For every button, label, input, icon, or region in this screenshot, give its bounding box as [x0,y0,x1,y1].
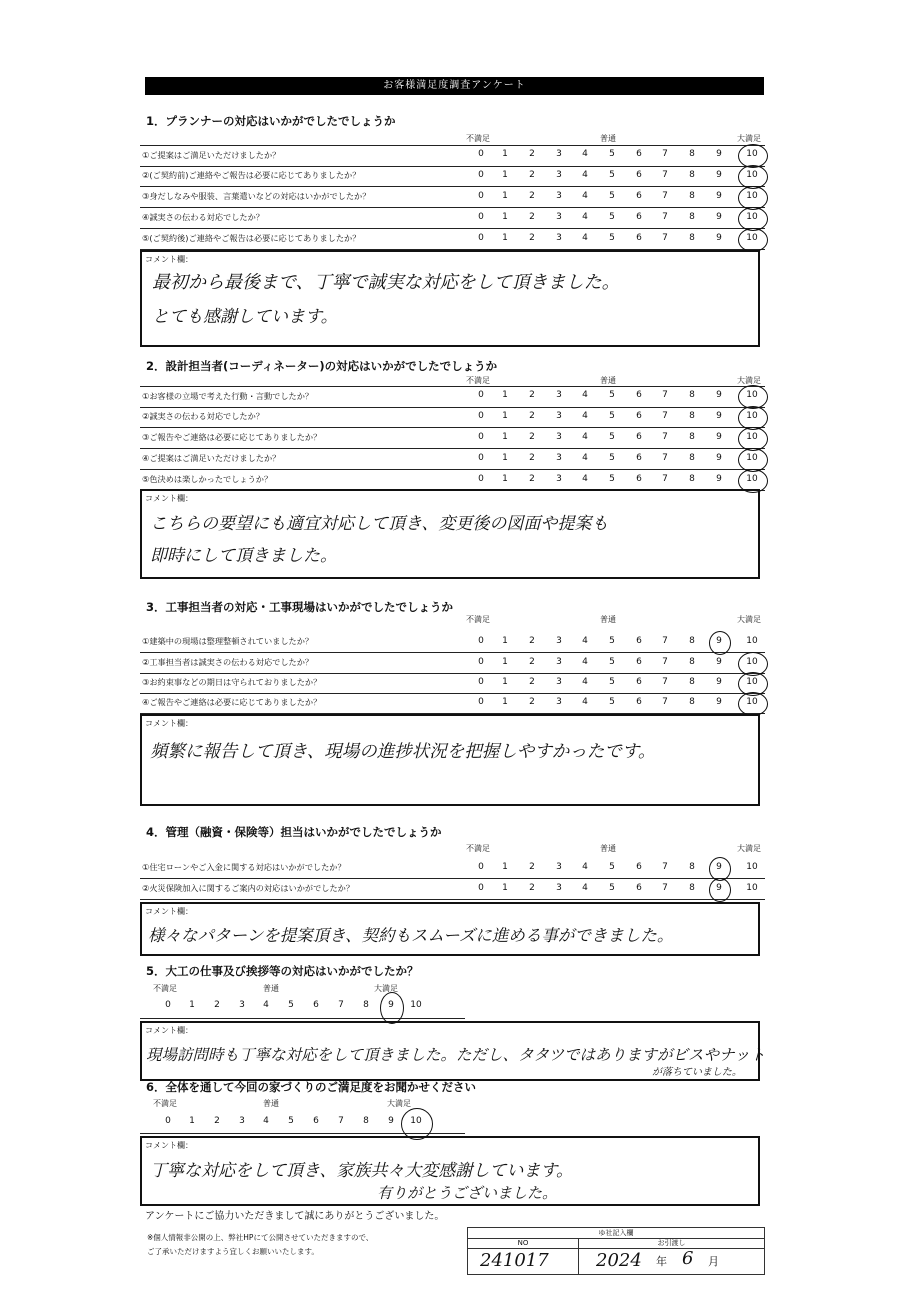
scale-number[interactable]: 3 [556,862,562,872]
scale-number[interactable]: 5 [609,453,615,463]
scale-number[interactable]: 1 [189,1000,195,1010]
scale-number[interactable]: 10 [746,883,758,893]
scale-number[interactable]: 4 [582,233,588,243]
question-text: ②(ご契約前)ご連絡やご報告は必要に応じてありましたか？ [142,170,361,180]
scale-number[interactable]: 2 [529,411,535,421]
scale-number[interactable]: 0 [478,212,484,222]
question-text: ②誠実さの伝わる対応でしたか？ [142,411,264,421]
scale-number[interactable]: 6 [636,411,642,421]
comment-label: コメント欄： [145,1141,193,1150]
scale-number[interactable]: 3 [556,657,562,667]
comment-label: コメント欄： [145,255,193,264]
scale-number[interactable]: 2 [529,453,535,463]
scale-number[interactable]: 4 [582,432,588,442]
scale-number[interactable]: 1 [502,233,508,243]
scale-number[interactable]: 7 [662,453,668,463]
scale-number[interactable]: 0 [478,390,484,400]
scale-number[interactable]: 1 [502,432,508,442]
scale-number[interactable]: 4 [582,883,588,893]
scale-number[interactable]: 0 [478,636,484,646]
scale-number[interactable]: 4 [582,390,588,400]
section-6-title: 6．全体を通して今回の家づくりのご満足度をお聞かせください [146,1080,476,1094]
scale-number[interactable]: 7 [338,1116,344,1126]
answer-circle [738,692,768,716]
section-5-title: 5．大工の仕事及び挨拶等の対応はいかがでしたか？ [146,964,419,978]
scale-number[interactable]: 3 [556,883,562,893]
scale-number[interactable]: 2 [529,233,535,243]
scale-high-label: 大満足 [737,134,761,143]
month-value[interactable]: 6 [682,1248,694,1269]
scale-low-label: 不満足 [466,844,490,853]
scale-number[interactable]: 9 [716,636,722,646]
scale-low-label: 不満足 [153,984,177,993]
scale-number[interactable]: 4 [582,697,588,707]
scale-number[interactable]: 1 [189,1116,195,1126]
scale-number[interactable]: 5 [609,432,615,442]
question-text: ①建築中の現場は整理整頓されていましたか？ [142,636,314,646]
scale-number[interactable]: 8 [363,1000,369,1010]
scale-number[interactable]: 1 [502,191,508,201]
scale-number[interactable]: 6 [636,390,642,400]
scale-number[interactable]: 5 [609,677,615,687]
scale-number[interactable]: 6 [636,170,642,180]
no-label: NO [468,1239,578,1249]
scale-number[interactable]: 8 [689,212,695,222]
scale-number[interactable]: 2 [529,170,535,180]
section-2-title: 2．設計担当者(コーディネーター)の対応はいかがでしたでしょうか [146,359,498,373]
question-text: ②火災保険加入に関するご案内の対応はいかがでしたか？ [142,883,355,893]
office-use-header: ゆ社記入欄 [468,1228,764,1239]
scale-number[interactable]: 6 [636,191,642,201]
scale-number[interactable]: 2 [529,474,535,484]
scale-number[interactable]: 0 [478,883,484,893]
scale-number[interactable]: 2 [529,191,535,201]
year-unit: 年 [656,1255,667,1268]
scale-number[interactable]: 4 [582,677,588,687]
scale-number[interactable]: 8 [689,677,695,687]
scale-number[interactable]: 7 [338,1000,344,1010]
scale-number[interactable]: 10 [746,636,758,646]
comment-box[interactable] [140,902,760,956]
scale-number[interactable]: 1 [502,170,508,180]
scale-number[interactable]: 1 [502,453,508,463]
scale-number[interactable]: 5 [609,411,615,421]
scale-number[interactable]: 6 [636,453,642,463]
comment-box[interactable] [140,1021,766,1081]
handwritten-comment: 現場訪問時も丁寧な対応をして頂きました。ただし、タタツではありますがビスやナット [146,1046,766,1064]
scale-number[interactable]: 10 [746,677,758,687]
scale-high-label: 大満足 [737,615,761,624]
scale-number[interactable]: 0 [478,432,484,442]
no-value[interactable]: 241017 [480,1250,549,1271]
scale-number[interactable]: 4 [582,453,588,463]
handwritten-comment: 様々なパターンを提案頂き、契約もスムーズに進める事ができました。 [148,926,674,945]
comment-box[interactable] [140,489,760,579]
scale-number[interactable]: 8 [689,149,695,159]
scale-number[interactable]: 10 [746,390,758,400]
scale-number[interactable]: 4 [582,170,588,180]
scale-number[interactable]: 7 [662,883,668,893]
scale-number[interactable]: 3 [239,1000,245,1010]
scale-number[interactable]: 3 [556,149,562,159]
scale-number[interactable]: 5 [609,149,615,159]
scale-number[interactable]: 2 [214,1116,220,1126]
scale-mid-label: 普通 [600,134,616,143]
scale-number[interactable]: 0 [478,657,484,667]
scale-number[interactable]: 4 [582,474,588,484]
answer-circle [709,878,731,902]
scale-number[interactable]: 9 [716,432,722,442]
scale-number[interactable]: 8 [689,191,695,201]
scale-number[interactable]: 10 [746,191,758,201]
scale-number[interactable]: 5 [609,170,615,180]
question-text: ①住宅ローンやご入金に関する対応はいかがでしたか？ [142,862,346,872]
handwritten-comment: 即時にして頂きました。 [150,546,337,566]
scale-number[interactable]: 10 [746,411,758,421]
answer-circle [738,469,768,493]
scale-underline [140,1018,465,1019]
scale-number[interactable]: 5 [288,1000,294,1010]
scale-number[interactable]: 8 [689,390,695,400]
scale-number[interactable]: 10 [410,1116,422,1126]
table-divider [578,1239,579,1274]
scale-number[interactable]: 9 [716,677,722,687]
scale-number[interactable]: 1 [502,862,508,872]
comment-label: コメント欄： [145,1026,193,1035]
scale-number[interactable]: 2 [214,1000,220,1010]
scale-number[interactable]: 3 [556,411,562,421]
comment-box[interactable] [140,714,760,806]
question-text: ①お客様の立場で考えた行動・言動でしたか？ [142,391,314,401]
scale-number[interactable]: 9 [716,453,722,463]
scale-mid-label: 普通 [600,844,616,853]
scale-high-label: 大満足 [737,844,761,853]
scale-number[interactable]: 10 [746,657,758,667]
scale-number[interactable]: 3 [556,432,562,442]
scale-number[interactable]: 4 [263,1000,269,1010]
month-unit: 月 [708,1255,719,1268]
thanks-text: アンケートにご協力いただきまして誠にありがとうございました。 [145,1211,445,1222]
scale-number[interactable]: 2 [529,390,535,400]
scale-number[interactable]: 10 [746,697,758,707]
scale-number[interactable]: 6 [636,862,642,872]
comment-box[interactable] [140,250,760,347]
question-text: ④ご報告やご連絡は必要に応じてありましたか？ [142,697,322,707]
scale-low-label: 不満足 [466,134,490,143]
scale-number[interactable]: 3 [556,233,562,243]
scale-number[interactable]: 0 [478,170,484,180]
scale-number[interactable]: 1 [502,697,508,707]
scale-number[interactable]: 6 [636,883,642,893]
scale-number[interactable]: 5 [288,1116,294,1126]
scale-number[interactable]: 5 [609,212,615,222]
scale-number[interactable]: 7 [662,233,668,243]
scale-mid-label: 普通 [263,984,279,993]
scale-number[interactable]: 7 [662,657,668,667]
scale-number[interactable]: 4 [582,636,588,646]
scale-number[interactable]: 8 [689,474,695,484]
scale-number[interactable]: 1 [502,883,508,893]
question-text: ①ご提案はご満足いただけましたか？ [142,150,281,160]
scale-number[interactable]: 7 [662,390,668,400]
scale-number[interactable]: 4 [263,1116,269,1126]
scale-number[interactable]: 5 [609,233,615,243]
scale-number[interactable]: 7 [662,149,668,159]
scale-number[interactable]: 9 [716,390,722,400]
scale-number[interactable]: 3 [556,697,562,707]
scale-number[interactable]: 9 [388,1116,394,1126]
scale-number[interactable]: 6 [636,212,642,222]
scale-number[interactable]: 7 [662,191,668,201]
scale-low-label: 不満足 [466,615,490,624]
scale-number[interactable]: 3 [556,453,562,463]
scale-number[interactable]: 1 [502,411,508,421]
scale-number[interactable]: 4 [582,657,588,667]
scale-high-label: 大満足 [374,984,398,993]
scale-number[interactable]: 8 [689,657,695,667]
scale-number[interactable]: 10 [746,170,758,180]
scale-number[interactable]: 4 [582,411,588,421]
scale-low-label: 不満足 [466,376,490,385]
scale-number[interactable]: 0 [478,677,484,687]
scale-number[interactable]: 1 [502,212,508,222]
scale-number[interactable]: 2 [529,212,535,222]
scale-number[interactable]: 0 [478,191,484,201]
comment-label: コメント欄： [145,719,193,728]
scale-number[interactable]: 6 [636,149,642,159]
scale-number[interactable]: 10 [746,233,758,243]
scale-high-label: 大満足 [387,1099,411,1108]
scale-number[interactable]: 8 [689,862,695,872]
scale-number[interactable]: 6 [636,233,642,243]
scale-number[interactable]: 5 [609,657,615,667]
question-text: ③お約束事などの期日は守られておりましたか？ [142,677,322,687]
answer-circle [709,631,731,655]
scale-number[interactable]: 2 [529,149,535,159]
scale-number[interactable]: 7 [662,411,668,421]
privacy-note: ※個人情報非公開の上、弊社HPにて公開させていただきますので、 [147,1233,374,1242]
section-4-title: 4．管理（融資・保険等）担当はいかがでしたでしょうか [146,825,442,839]
scale-number[interactable]: 6 [636,697,642,707]
scale-number[interactable]: 9 [716,697,722,707]
scale-number[interactable]: 10 [746,432,758,442]
scale-number[interactable]: 6 [313,1000,319,1010]
scale-number[interactable]: 2 [529,697,535,707]
scale-number[interactable]: 0 [165,1116,171,1126]
survey-title: お客様満足度調査アンケート [145,77,764,95]
scale-number[interactable]: 5 [609,474,615,484]
question-text: ④ご提案はご満足いただけましたか？ [142,453,281,463]
scale-number[interactable]: 7 [662,697,668,707]
scale-number[interactable]: 7 [662,636,668,646]
scale-number[interactable]: 0 [478,697,484,707]
scale-number[interactable]: 7 [662,212,668,222]
scale-number[interactable]: 4 [582,862,588,872]
comment-label: コメント欄： [145,494,193,503]
scale-number[interactable]: 0 [478,453,484,463]
handwritten-comment: 頻繁に報告して頂き、現場の進捗状況を把握しやすかったです。 [150,742,656,762]
question-text: ②工事担当者は誠実さの伝わる対応でしたか？ [142,657,314,667]
scale-number[interactable]: 9 [716,191,722,201]
scale-number[interactable]: 8 [689,636,695,646]
scale-number[interactable]: 8 [689,697,695,707]
scale-number[interactable]: 8 [689,233,695,243]
scale-number[interactable]: 9 [716,883,722,893]
scale-number[interactable]: 9 [716,170,722,180]
scale-number[interactable]: 7 [662,474,668,484]
scale-mid-label: 普通 [600,376,616,385]
scale-number[interactable]: 8 [689,883,695,893]
scale-number[interactable]: 3 [556,636,562,646]
comment-label: コメント欄： [145,907,193,916]
answer-circle [401,1108,433,1140]
scale-mid-label: 普通 [263,1099,279,1108]
handover-label: お引渡し [579,1239,764,1249]
scale-number[interactable]: 5 [609,390,615,400]
section-1-title: 1．プランナーの対応はいかがでしたでしょうか [146,114,396,128]
scale-number[interactable]: 6 [636,432,642,442]
comment-box[interactable] [140,1136,760,1206]
scale-number[interactable]: 8 [363,1116,369,1126]
scale-number[interactable]: 4 [582,191,588,201]
scale-number[interactable]: 8 [689,432,695,442]
scale-number[interactable]: 4 [582,149,588,159]
scale-number[interactable]: 3 [556,191,562,201]
scale-number[interactable]: 3 [556,212,562,222]
scale-number[interactable]: 5 [609,883,615,893]
scale-number[interactable]: 10 [746,149,758,159]
scale-low-label: 不満足 [153,1099,177,1108]
office-use-table [467,1227,765,1275]
scale-number[interactable]: 0 [478,149,484,159]
scale-number[interactable]: 2 [529,657,535,667]
privacy-note: ご了承いただけますよう宜しくお願いいたします。 [147,1247,319,1256]
question-text: ④誠実さの伝わる対応でしたか？ [142,212,264,222]
scale-high-label: 大満足 [737,376,761,385]
scale-number[interactable]: 1 [502,677,508,687]
scale-number[interactable]: 3 [556,474,562,484]
scale-number[interactable]: 3 [239,1116,245,1126]
scale-number[interactable]: 9 [716,657,722,667]
scale-number[interactable]: 9 [388,1000,394,1010]
scale-mid-label: 普通 [600,615,616,624]
question-text: ⑤色決めは楽しかったでしょうか？ [142,474,273,484]
scale-number[interactable]: 10 [746,212,758,222]
scale-number[interactable]: 2 [529,432,535,442]
handwritten-comment: 丁寧な対応をして頂き、家族共々大変感謝しています。 [150,1161,573,1181]
answer-circle [380,992,404,1024]
question-text: ③ご報告やご連絡は必要に応じてありましたか？ [142,432,322,442]
section-3-title: 3．工事担当者の対応・工事現場はいかがでしたでしょうか [146,600,453,614]
scale-number[interactable]: 6 [636,677,642,687]
scale-number[interactable]: 10 [746,474,758,484]
scale-number[interactable]: 10 [410,1000,422,1010]
scale-number[interactable]: 2 [529,862,535,872]
scale-number[interactable]: 9 [716,411,722,421]
answer-circle [738,228,768,252]
scale-number[interactable]: 8 [689,453,695,463]
scale-number[interactable]: 3 [556,390,562,400]
scale-number[interactable]: 9 [716,233,722,243]
question-text: ③身だしなみや服装、言葉遣いなどの対応はいかがでしたか？ [142,191,371,201]
scale-number[interactable]: 0 [478,862,484,872]
scale-number[interactable]: 6 [636,474,642,484]
scale-number[interactable]: 6 [313,1116,319,1126]
scale-number[interactable]: 9 [716,862,722,872]
scale-number[interactable]: 2 [529,636,535,646]
scale-number[interactable]: 7 [662,862,668,872]
scale-number[interactable]: 9 [716,149,722,159]
scale-number[interactable]: 10 [746,453,758,463]
scale-number[interactable]: 7 [662,677,668,687]
scale-number[interactable]: 0 [478,233,484,243]
scale-number[interactable]: 2 [529,677,535,687]
handwritten-comment: 最初から最後まで、丁寧で誠実な対応をして頂きました。 [152,272,620,293]
scale-number[interactable]: 6 [636,657,642,667]
scale-number[interactable]: 7 [662,170,668,180]
scale-number[interactable]: 10 [746,862,758,872]
handwritten-comment: とても感謝しています。 [152,307,338,327]
scale-number[interactable]: 0 [478,474,484,484]
scale-number[interactable]: 5 [609,191,615,201]
year-value[interactable]: 2024 [596,1250,642,1271]
scale-number[interactable]: 1 [502,149,508,159]
scale-number[interactable]: 6 [636,636,642,646]
scale-number[interactable]: 8 [689,411,695,421]
handwritten-comment: 有りがとうございました。 [377,1184,558,1202]
scale-number[interactable]: 8 [689,170,695,180]
scale-number[interactable]: 5 [609,862,615,872]
scale-number[interactable]: 0 [478,411,484,421]
scale-number[interactable]: 4 [582,212,588,222]
question-text: ⑤(ご契約後)ご連絡やご報告は必要に応じてありましたか？ [142,233,361,243]
scale-number[interactable]: 9 [716,212,722,222]
scale-number[interactable]: 5 [609,697,615,707]
scale-number[interactable]: 2 [529,883,535,893]
scale-number[interactable]: 3 [556,677,562,687]
scale-number[interactable]: 5 [609,636,615,646]
scale-number[interactable]: 7 [662,432,668,442]
scale-number[interactable]: 9 [716,474,722,484]
scale-number[interactable]: 1 [502,390,508,400]
scale-number[interactable]: 3 [556,170,562,180]
scale-number[interactable]: 0 [165,1000,171,1010]
handwritten-comment: こちらの要望にも適宜対応して頂き、変更後の図面や提案も [150,514,609,534]
scale-number[interactable]: 1 [502,636,508,646]
handwritten-comment: が落ちていました。 [652,1067,742,1078]
scale-number[interactable]: 1 [502,657,508,667]
scale-number[interactable]: 1 [502,474,508,484]
